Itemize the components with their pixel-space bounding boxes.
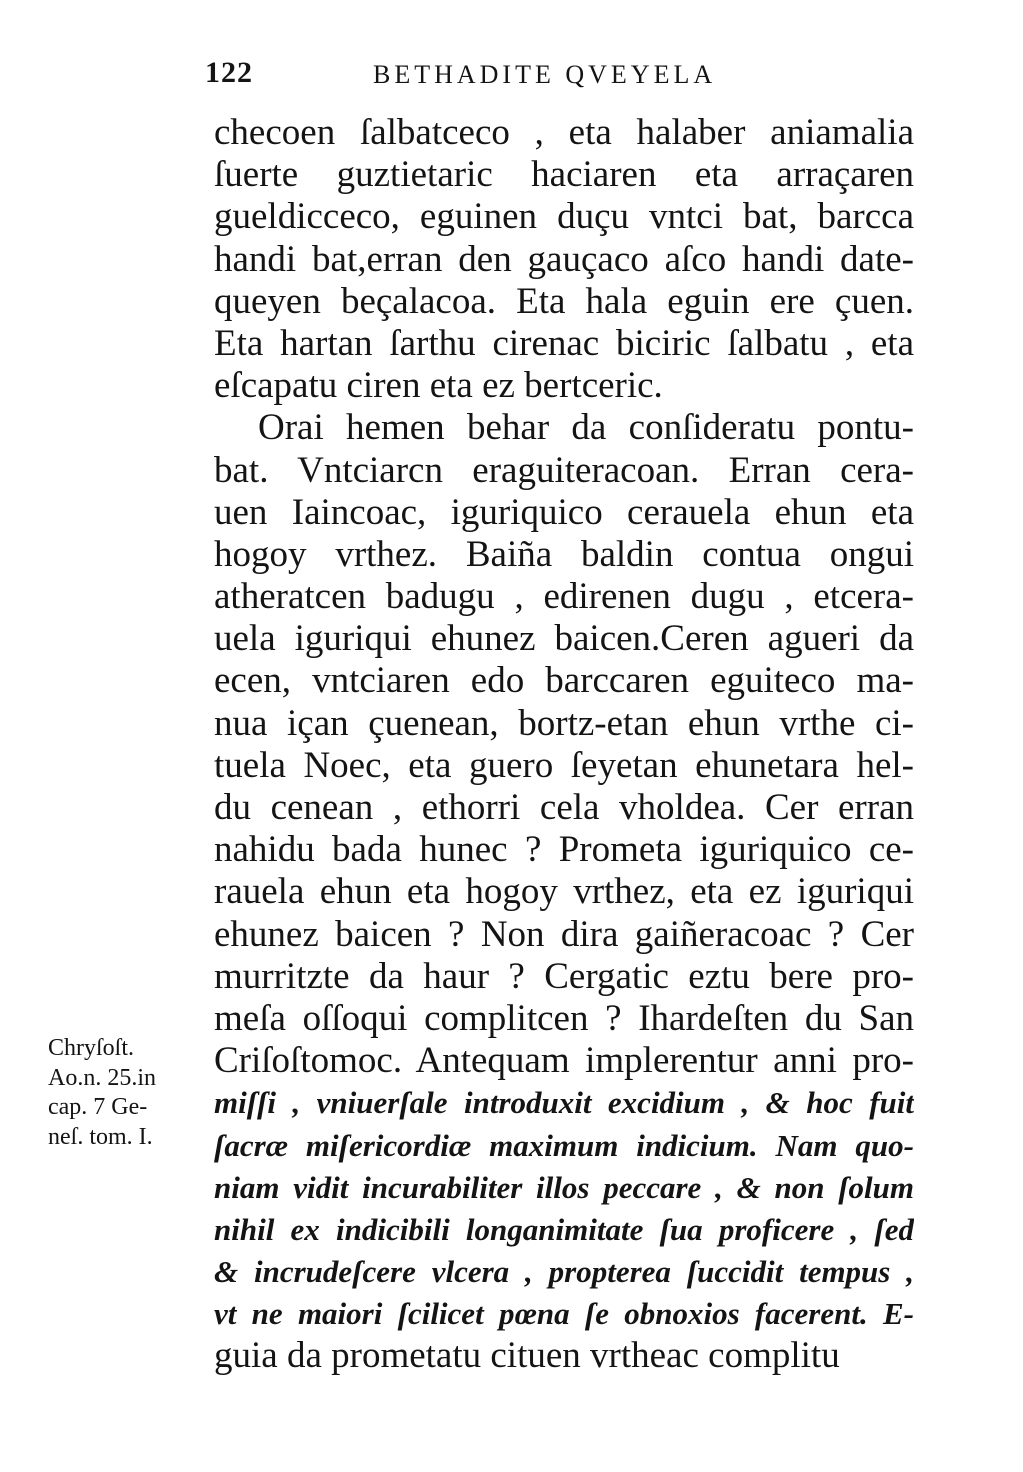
main-text-block (214, 112, 914, 1378)
margin-citation-line: Ao.n. 25.in (48, 1064, 156, 1091)
text-line: checoen ſalbatceco , eta halaber aniamalia (214, 112, 914, 153)
text-line: gueldicceco, eguinen duçu vntci bat, barcca (214, 196, 914, 238)
margin-citation-line: Chryſoſt. (48, 1035, 135, 1061)
text-line: Eta hartan ſarthu cirenac biciric ſalbatu , eta (214, 322, 914, 364)
margin-citation-line: cap. 7 Ge- (48, 1094, 148, 1120)
page-header (205, 56, 765, 96)
running-head: BETHADITE QVEYELA (373, 60, 717, 89)
paragraph-first-line: Orai hemen behar da conſideratu pontu- (258, 407, 914, 449)
margin-citation (48, 1034, 208, 1152)
page-number: 122 (205, 56, 253, 89)
text-line: meſa oſſoqui complitcen ? Ihardeſten du San (214, 997, 914, 1039)
text-line: guia da prometatu cituen vrtheac complitu (214, 1335, 840, 1377)
text-line: tuela Noec, eta guero ſeyetan ehunetara hel- (214, 744, 914, 786)
text-line: rauela ehun eta hogoy vrthez, eta ez iguriqui (214, 871, 914, 913)
text-line: ehunez baicen ? Non dira gaiñeracoac ? Cer (214, 913, 914, 955)
margin-citation-line: neſ. tom. I. (48, 1123, 153, 1150)
text-line: Criſoſtomoc. Antequam implerentur anni pro- (214, 1040, 914, 1082)
text-line: handi bat,erran den gauçaco aſco handi date- (214, 238, 914, 280)
text-line: uen Iaincoac, iguriquico cerauela ehun eta (214, 491, 914, 533)
latin-quote-line: niam vidit incurabiliter illos peccare , & non ſolum (214, 1169, 914, 1205)
text-line: ecen, vntciaren edo barccaren eguiteco ma- (214, 660, 914, 702)
latin-quote-line: & incrudeſcere vlcera , propterea ſuccidit tempus , (214, 1254, 914, 1290)
text-line: hogoy vrthez. Baiña baldin contua ongui (214, 533, 914, 575)
text-line: nahidu bada hunec ? Prometa iguriquico ce- (214, 829, 914, 871)
text-line: bat. Vntciarcn eraguiteracoan. Erran cera- (214, 449, 914, 491)
text-line: murritzte da haur ? Cergatic eztu bere pro- (214, 955, 914, 997)
latin-quote-line: vt ne maiori ſcilicet pœna ſe obnoxios facerent. E- (214, 1296, 914, 1332)
text-line: eſcapatu ciren eta ez bertceric. (214, 365, 663, 407)
text-line: ſuerte guztietaric haciaren eta arraçaren (214, 154, 914, 196)
text-line: du cenean , ethorri cela vholdea. Cer erran (214, 787, 914, 828)
latin-quote-line: miſſi , vniuerſale introduxit excidium , & hoc fuit (214, 1085, 914, 1121)
text-line: atheratcen badugu , edirenen dugu , etcera- (214, 576, 914, 618)
text-line: nua içan çuenean, bortz-etan ehun vrthe ci- (214, 702, 914, 744)
text-line: uela iguriqui ehunez baicen.Ceren agueri da (214, 618, 914, 660)
latin-quote-line: ſacræ miſericordiæ maximum indicium. Nam quo- (214, 1127, 914, 1163)
text-line: queyen beçalacoa. Eta hala eguin ere çuen. (214, 280, 914, 322)
latin-quote-line: nihil ex indicibili longanimitate ſua proficere , ſed (214, 1211, 914, 1247)
